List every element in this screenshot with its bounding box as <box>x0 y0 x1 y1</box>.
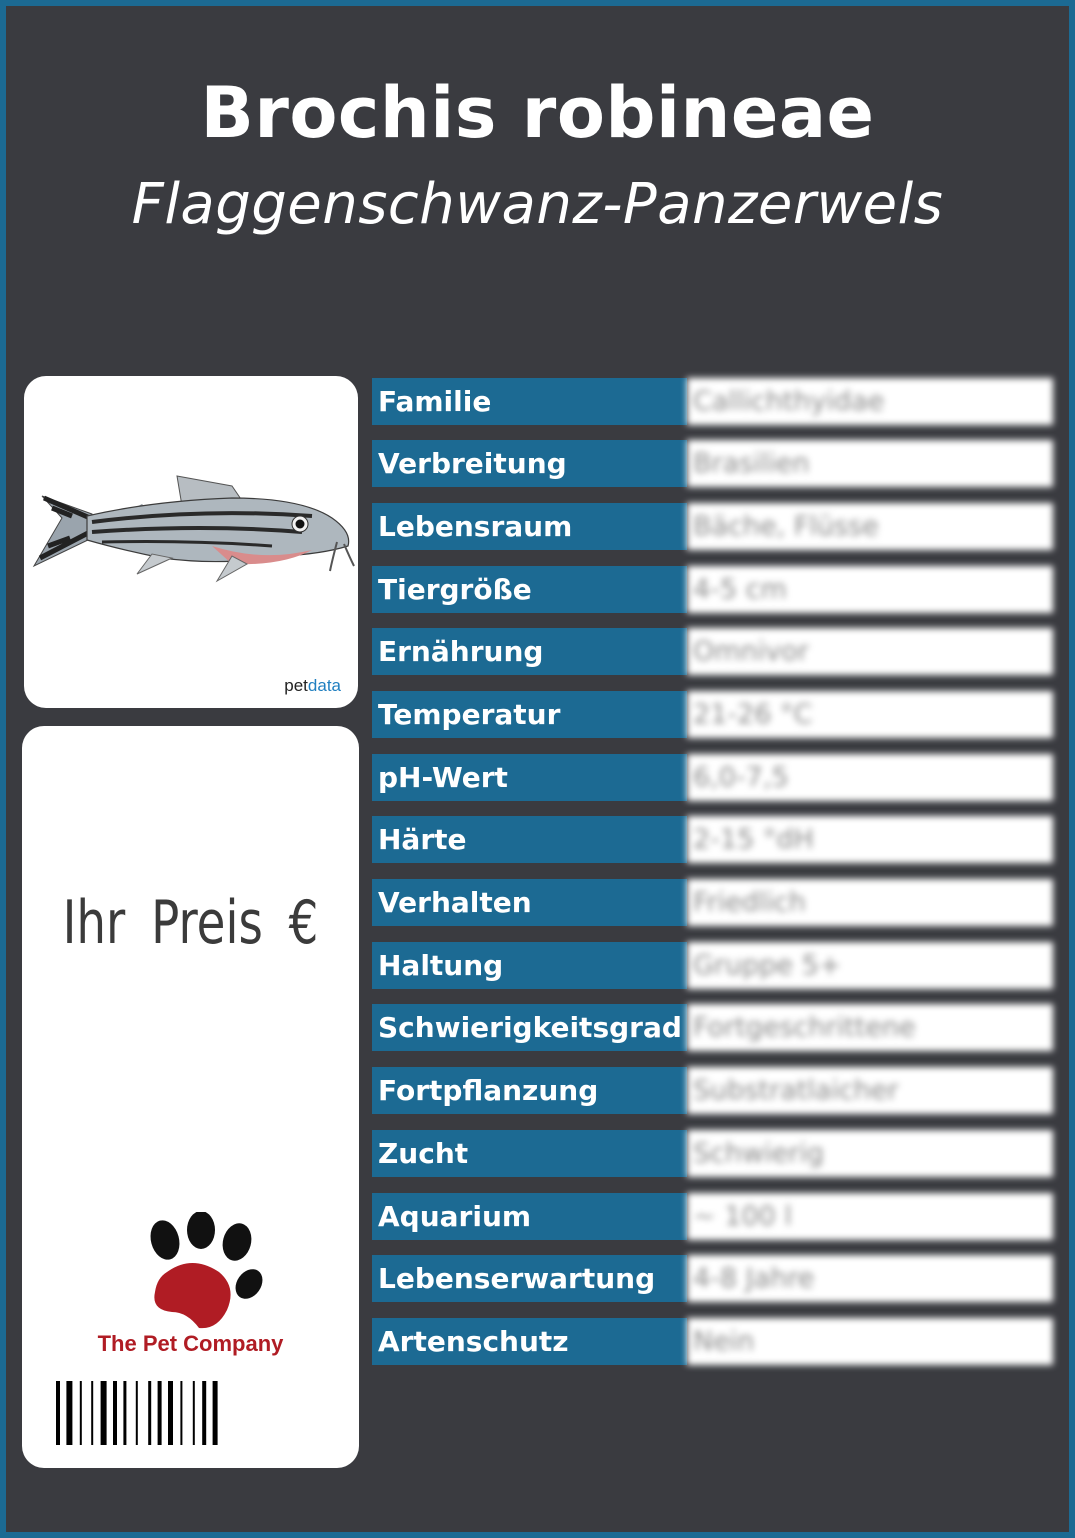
common-name-subtitle: Flaggenschwanz-Panzerwels <box>131 172 944 237</box>
barcode-bar <box>193 1381 195 1445</box>
barcode-bar <box>101 1381 107 1445</box>
barcode <box>56 1381 332 1445</box>
fact-row <box>372 1067 1053 1114</box>
fact-label: Zucht <box>372 1130 687 1177</box>
fact-row <box>372 942 1053 989</box>
fact-value: 21-26 °C <box>687 691 1053 738</box>
fact-label: Artenschutz <box>372 1318 687 1365</box>
barcode-bar <box>56 1381 60 1445</box>
barcode-bar <box>91 1381 93 1445</box>
fact-label: Schwierigkeitsgrad <box>372 1004 687 1051</box>
barcode-bar <box>168 1381 173 1445</box>
barcode-bar <box>66 1381 72 1445</box>
fact-row <box>372 628 1053 675</box>
fact-value: 4-5 cm <box>687 566 1053 613</box>
fact-label: Tiergröße <box>372 566 687 613</box>
paw-logo-icon <box>137 1212 267 1337</box>
fact-value: Friedlich <box>687 879 1053 926</box>
fact-label: Aquarium <box>372 1193 687 1240</box>
barcode-bar <box>213 1381 218 1445</box>
fact-value: Nein <box>687 1318 1053 1365</box>
fact-row <box>372 378 1053 425</box>
fact-row <box>372 754 1053 801</box>
barcode-bar <box>148 1381 151 1445</box>
price-card <box>22 726 359 1468</box>
barcode-bar <box>136 1381 138 1445</box>
fact-label: Haltung <box>372 942 687 989</box>
fact-row <box>372 816 1053 863</box>
barcode-bar <box>80 1381 82 1445</box>
barcode-bar <box>123 1381 126 1445</box>
fact-label: Ernährung <box>372 628 687 675</box>
barcode-bar <box>202 1381 206 1445</box>
barcode-bar <box>180 1381 182 1445</box>
fact-value: Brasilien <box>687 440 1053 487</box>
fact-value: Omnivor <box>687 628 1053 675</box>
barcode-bar <box>113 1381 117 1445</box>
price-label: Ihr Preis € <box>62 888 319 958</box>
fact-label: Familie <box>372 378 687 425</box>
fact-label: Verbreitung <box>372 440 687 487</box>
fact-row <box>372 1318 1053 1365</box>
fact-label: Fortpflanzung <box>372 1067 687 1114</box>
fact-value: Callichthyidae <box>687 378 1053 425</box>
company-name: The Pet Company <box>97 1331 284 1356</box>
fact-value: Schwierig <box>687 1130 1053 1177</box>
fact-value: Fortgeschrittene <box>687 1004 1053 1051</box>
fact-value: 6,0-7,5 <box>687 754 1053 801</box>
fact-value: Gruppe 5+ <box>687 942 1053 989</box>
fact-row <box>372 879 1053 926</box>
fact-row <box>372 1255 1053 1302</box>
fact-label: Temperatur <box>372 691 687 738</box>
fact-label: Härte <box>372 816 687 863</box>
fact-row <box>372 691 1053 738</box>
barcode-bar <box>158 1381 162 1445</box>
fact-label: Lebensraum <box>372 503 687 550</box>
fact-value: Substratlaicher <box>687 1067 1053 1114</box>
fish-photo-card <box>24 376 358 708</box>
fact-value: 4-8 Jahre <box>687 1255 1053 1302</box>
fact-row <box>372 1004 1053 1051</box>
fact-row <box>372 1193 1053 1240</box>
fact-row <box>372 503 1053 550</box>
fact-value: 2-15 °dH <box>687 816 1053 863</box>
fact-row <box>372 566 1053 613</box>
fish-image <box>32 446 357 596</box>
fact-row <box>372 440 1053 487</box>
fact-label: pH-Wert <box>372 754 687 801</box>
fact-row <box>372 1130 1053 1177</box>
species-title: Brochis robineae <box>200 72 875 154</box>
fact-label: Verhalten <box>372 879 687 926</box>
fact-label: Lebenserwartung <box>372 1255 687 1302</box>
fact-value: Bäche, Flüsse <box>687 503 1053 550</box>
petdata-logo: petdata <box>284 676 341 695</box>
fact-value: ~ 100 l <box>687 1193 1053 1240</box>
